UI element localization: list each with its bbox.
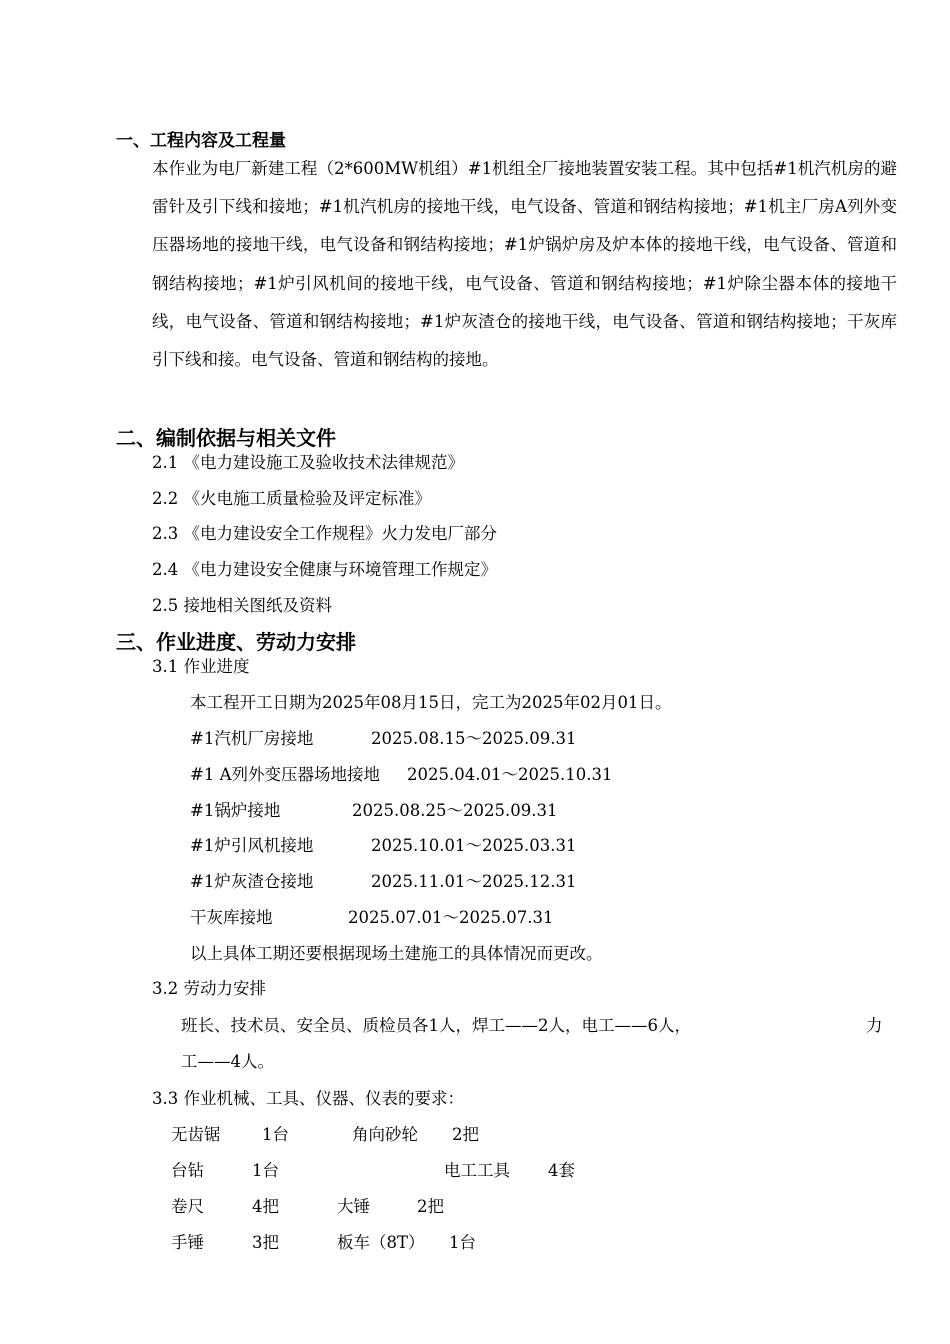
tool-name: 角向砂轮 xyxy=(352,1125,418,1144)
tool-quantity: 4套 xyxy=(548,1161,575,1180)
subsection-title: 3.3 作业机械、工具、仪器、仪表的要求： xyxy=(152,1089,464,1108)
tool-quantity: 4把 xyxy=(252,1197,279,1216)
schedule-name: #1锅炉接地 xyxy=(190,801,281,820)
subsection-title: 3.1 作业进度 xyxy=(152,657,250,676)
reference-item: 2.3 《电力建设安全工作规程》火力发电厂部分 xyxy=(152,524,497,543)
tool-name: 无齿锯 xyxy=(171,1125,221,1144)
tool-quantity: 2把 xyxy=(417,1197,444,1216)
subsection-title: 3.2 劳动力安排 xyxy=(152,979,266,998)
section1-body: 本作业为电厂新建工程（2*600MW机组）#1机组全厂接地装置安装工程。其中包括#1机汽机房的避雷针及引下线和接地；#1机汽机房的接地干线，电气设备、管道和钢结构接地；#1机主厂房A列外变压器场地的接地干线，电气设备和钢结构接地；#1炉锅炉房及炉本体的接地干线，电气设备、管道和钢结构接地；#1炉引风机间的接地干线，电气设备、管道和钢结构接地；#1炉除尘器本体的接地干线，电气设备、管道和钢结构接地；#1炉灰渣仓的接地干线，电气设备、管道和钢结构接地；干灰库引下线和接。电气设备、管道和钢结构的接地。 xyxy=(152,159,897,370)
tool-name: 台钻 xyxy=(171,1161,204,1180)
labor-line: 工——4人。 xyxy=(181,1052,274,1071)
schedule-dates: 2025.08.15～2025.09.31 xyxy=(371,729,577,748)
tool-quantity: 3把 xyxy=(252,1233,279,1252)
reference-item: 2.4 《电力建设安全健康与环境管理工作规定》 xyxy=(152,560,497,579)
reference-item: 2.1 《电力建设施工及验收技术法律规范》 xyxy=(152,453,464,472)
section3-heading: 三、作业进度、劳动力安排 xyxy=(116,630,356,654)
schedule-name: 干灰库接地 xyxy=(190,908,273,927)
reference-item: 2.5 接地相关图纸及资料 xyxy=(152,596,332,615)
section2-heading: 二、编制依据与相关文件 xyxy=(116,426,336,450)
tool-name: 手锤 xyxy=(171,1233,204,1252)
tool-quantity: 1台 xyxy=(449,1233,476,1252)
tool-name: 板车（8T） xyxy=(337,1233,425,1252)
labor-line-end: 力 xyxy=(866,1016,883,1035)
tool-name: 卷尺 xyxy=(171,1197,204,1216)
reference-item: 2.2 《火电施工质量检验及评定标准》 xyxy=(152,489,431,508)
tool-quantity: 1台 xyxy=(262,1125,289,1144)
schedule-name: #1 A列外变压器场地接地 xyxy=(190,765,380,784)
schedule-note: 以上具体工期还要根据现场土建施工的具体情况而更改。 xyxy=(190,944,603,963)
schedule-dates: 2025.11.01～2025.12.31 xyxy=(371,872,577,891)
schedule-dates: 2025.07.01～2025.07.31 xyxy=(348,908,554,927)
schedule-name: #1炉灰渣仓接地 xyxy=(190,872,314,891)
schedule-dates: 2025.08.25～2025.09.31 xyxy=(352,801,558,820)
schedule-dates: 2025.10.01～2025.03.31 xyxy=(371,836,577,855)
tool-name: 电工工具 xyxy=(444,1161,510,1180)
schedule-name: #1炉引风机接地 xyxy=(190,836,314,855)
section1-heading: 一、工程内容及工程量 xyxy=(116,131,286,151)
tool-quantity: 2把 xyxy=(452,1125,479,1144)
schedule-intro: 本工程开工日期为2025年08月15日，完工为2025年02月01日。 xyxy=(190,693,672,712)
tool-quantity: 1台 xyxy=(252,1161,279,1180)
labor-line: 班长、技术员、安全员、质检员各1人，焊工——2人，电工——6人， xyxy=(181,1016,691,1035)
tool-name: 大锤 xyxy=(337,1197,370,1216)
schedule-dates: 2025.04.01～2025.10.31 xyxy=(407,765,613,784)
schedule-name: #1汽机厂房接地 xyxy=(190,729,314,748)
